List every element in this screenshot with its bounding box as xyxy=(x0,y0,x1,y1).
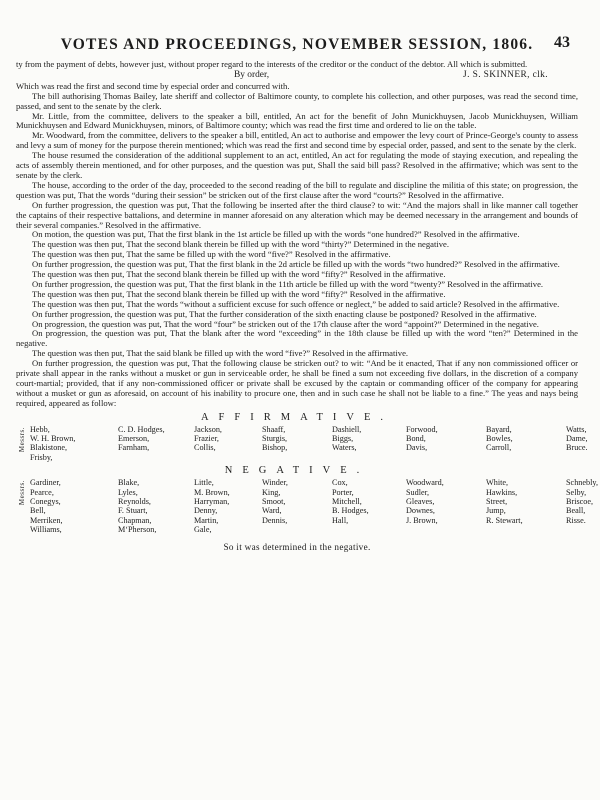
member-name: Gardiner, xyxy=(30,478,61,488)
member-name: Bell, xyxy=(30,506,46,516)
name-column xyxy=(566,478,600,534)
name-column xyxy=(332,478,406,534)
member-name: Schnebly, xyxy=(566,478,598,488)
member-name: Beall, xyxy=(566,506,586,516)
negative-votes xyxy=(16,478,598,535)
member-name: Bayard, xyxy=(486,424,512,434)
paragraph: ty from the payment of debts, however just, without proper regard to the interests of the creditor or the conduct of the debtor. All which is submitted. xyxy=(16,59,528,69)
member-name: Bruce. xyxy=(566,443,588,453)
member-name: M‘Pherson, xyxy=(118,525,157,535)
member-name: Mitchell, xyxy=(332,496,362,506)
member-name: Harryman, xyxy=(194,496,230,506)
member-name: Williams, xyxy=(30,525,62,535)
member-name: Hebb, xyxy=(30,424,50,434)
signature-line xyxy=(16,71,578,81)
paragraph: On motion, the question was put, That the first blank in the 1st article be filled up with the words “one hundred?” Resolved in the affirmative. xyxy=(32,229,520,240)
paragraph: The bill authorising Thomas Bailey, late sheriff and collector of Baltimore county, to complete his collection, and other purposes, was read the second time, passed, and sent to the senate by the clerk. xyxy=(16,90,578,111)
member-name: Bowles, xyxy=(486,434,513,444)
member-name: Porter, xyxy=(332,487,354,497)
member-name: Carroll, xyxy=(486,443,512,453)
member-name: Collis, xyxy=(194,443,216,453)
member-name: Woodward, xyxy=(406,478,444,488)
member-name: Bond, xyxy=(406,434,426,444)
paragraph: The question was then put, That the said blank be filled up with the word “five?” Resolved in the affirmative. xyxy=(32,348,409,359)
affirmative-name-grid xyxy=(30,424,588,463)
member-name: Little, xyxy=(194,478,214,488)
paragraph: The house resumed the consideration of the additional supplement to an act, entitled, An act for regulating the mode of staying execution, and repealing the acts of assembly therein mentioned, and for other purposes, and the question was put, Shall the said bill pass? Resolved in the affirmative; which was sent to the senate by the clerk. xyxy=(16,150,578,180)
member-name: Downes, xyxy=(406,506,435,516)
member-name: Watts, xyxy=(566,424,587,434)
member-name: Emerson, xyxy=(118,434,150,444)
member-name: Merriken, xyxy=(30,515,63,525)
negative-name-grid xyxy=(30,478,598,535)
member-name: Denny, xyxy=(194,506,218,516)
page-header xyxy=(16,36,578,60)
member-name: Briscoe, xyxy=(566,496,594,506)
paragraph: Mr. Little, from the committee, delivers to the speaker a bill, entitled, An act for the benefit of John Munickhuysen, Jacob Munickhuysen, William Munickhuysen and Edward Munickhuysen, minors, of Baltimore county; which was read the first time and ordered to lie on the table. xyxy=(16,110,578,131)
paragraph: The question was then put, That the second blank therein be filled up with the word “thirty?” Determined in the negative. xyxy=(32,239,449,250)
member-name: White, xyxy=(486,478,509,488)
member-name: Jackson, xyxy=(194,424,222,434)
member-name: Street, xyxy=(486,496,508,506)
member-name: Winder, xyxy=(262,478,288,488)
paragraph: Mr. Woodward, from the committee, delivers to the speaker a bill, entitled, An act to authorise and empower the levy court of Prince-George's county to assess and levy a sum of money for the purpose therein mentioned; which was read the first and second time by especial order, passed, and sent to the senate by the clerk. xyxy=(16,130,578,151)
paragraph: On further progression, the question was put, That the further consideration of the sixth enacting clause be postponed? Resolved in the affirmative. xyxy=(32,308,537,319)
messrs-label: Messrs. xyxy=(18,426,26,452)
member-name: Davis, xyxy=(406,443,428,453)
running-title: VOTES AND PROCEEDINGS, NOVEMBER SESSION, 1806. xyxy=(60,36,534,53)
member-name: Dashiell, xyxy=(332,424,362,434)
paragraph: On progression, the question was put, That the word “four” be stricken out of the 17th clause after the word “appoint?” Determined in the negative. xyxy=(32,318,539,329)
name-column xyxy=(406,425,486,463)
name-column xyxy=(262,478,332,534)
member-name: Selby, xyxy=(566,487,587,497)
member-name: Shaaff, xyxy=(262,424,286,434)
name-column xyxy=(566,425,600,463)
member-name: M. Brown, xyxy=(194,487,230,497)
name-column xyxy=(194,478,262,534)
member-name: W. H. Brown, xyxy=(30,434,76,444)
paragraph: Which was read the first and second time by especial order and concurred with. xyxy=(16,80,290,91)
member-name: Blakistone, xyxy=(30,443,68,453)
member-name: Sudler, xyxy=(406,487,430,497)
affirmative-votes xyxy=(16,424,588,463)
member-name: Reynolds, xyxy=(118,496,151,506)
name-column xyxy=(118,478,194,534)
member-name: Conegys, xyxy=(30,496,61,506)
messrs-label: Messrs. xyxy=(18,480,26,506)
member-name: Waters, xyxy=(332,443,357,453)
name-column xyxy=(486,425,566,463)
name-column xyxy=(118,425,194,463)
member-name: Gleaves, xyxy=(406,496,435,506)
document-body xyxy=(16,59,598,553)
member-name: J. Brown, xyxy=(406,515,438,525)
member-name: Forwood, xyxy=(406,424,438,434)
member-name: C. D. Hodges, xyxy=(118,424,165,434)
member-name: Pearce, xyxy=(30,487,54,497)
name-column xyxy=(30,425,118,463)
member-name: Hall, xyxy=(332,515,349,525)
member-name: Cox, xyxy=(332,478,348,488)
member-name: Gale, xyxy=(194,525,212,535)
member-name: Farnham, xyxy=(118,443,150,453)
name-column xyxy=(30,478,118,534)
name-column xyxy=(194,425,262,463)
member-name: Smoot, xyxy=(262,496,286,506)
member-name: Sturgis, xyxy=(262,434,288,444)
member-name: King, xyxy=(262,487,281,497)
member-name: Martin, xyxy=(194,515,219,525)
member-name: R. Stewart, xyxy=(486,515,523,525)
paragraph: On further progression, the question was put, That the following clause be stricken out? to wit: “And be it enacted, That if any non commissioned officer or private shall appear in the ranks without a musket or gun in serviceable order, he shall be fined a sum not exceeding five dollars, in the discretion of a company court-martial; provided, that if any non-commissioned officer or private shall be excused by the captain or commanding officer of the company for appearing without a musket or gun as aforesaid, on account of his inability to procure one, then and in such case he shall not be liable to a fine.” The yeas and nays being required, appeared as follow: xyxy=(16,358,578,408)
clerk-name: J. S. SKINNER, clk. xyxy=(463,69,548,80)
paragraph: The question was then put, That the second blank therein be filled up with the word “fifty?” Resolved in the affirmative. xyxy=(32,269,446,280)
paragraph: On progression, the question was put, That the blank after the word “exceeding” in the 18th clause be filled up with the word “ten?” Determined in the negative. xyxy=(16,328,578,349)
member-name: F. Stuart, xyxy=(118,506,148,516)
negative-heading: NEGATIVE. xyxy=(224,465,370,477)
member-name: Biggs, xyxy=(332,434,354,444)
member-name: Hawkins, xyxy=(486,487,518,497)
page-number: 43 xyxy=(554,34,570,51)
paragraph: On further progression, the question was put, That the first blank in the 2d article be filled up with the words “two hundred?” Resolved in the affirmative. xyxy=(32,259,560,270)
paragraph: The question was then put, That the same be filled up with the word “five?” Resolved in the affirmative. xyxy=(32,249,391,260)
member-name: Ward, xyxy=(262,506,282,516)
name-column xyxy=(406,478,486,534)
member-name: Blake, xyxy=(118,478,140,488)
member-name: Risse. xyxy=(566,515,586,525)
paragraph: On further progression, the question was put, That the following be inserted after the third clause? to wit: “And the majors shall in like manner call together the captains of their respective battalions, and determine in manner aforesaid on any alteration which may be deemed necessary in the arrangement and bounds of their several companies.” Resolved in the affirmative. xyxy=(16,199,578,230)
paragraph: The question was then put, That the second blank therein be filled up with the word “fifty?” Resolved in the affirmative. xyxy=(32,288,446,299)
by-order-text: By order, xyxy=(234,69,270,80)
member-name: Dame, xyxy=(566,434,588,444)
member-name: Frisby, xyxy=(30,452,53,462)
affirmative-heading: AFFIRMATIVE. xyxy=(200,411,394,423)
name-column xyxy=(486,478,566,534)
paragraph: On further progression, the question was put, That the first blank in the 11th article be filled up with the word “twenty?” Resolved in the affirmative. xyxy=(32,278,544,289)
paragraph: The house, according to the order of the day, proceeded to the second reading of the bill to regulate and discipline the militia of this state; on progression, the question was put, That the words “during their session” be stricken out of the first clause after the word “courts?” Resolved in the affirmative. xyxy=(16,179,578,200)
member-name: Lyles, xyxy=(118,487,138,497)
member-name: Chapman, xyxy=(118,515,152,525)
member-name: Jump, xyxy=(486,506,506,516)
name-column xyxy=(332,425,406,463)
member-name: Bishop, xyxy=(262,443,288,453)
name-column xyxy=(262,425,332,463)
member-name: Dennis, xyxy=(262,515,288,525)
closing-statement: So it was determined in the negative. xyxy=(223,541,371,552)
paragraph: The question was then put, That the words “without a sufficient excuse for such offence or neglect,” be added to said article? Resolved in the affirmative. xyxy=(32,298,560,309)
member-name: B. Hodges, xyxy=(332,506,369,516)
member-name: Frazier, xyxy=(194,434,219,444)
